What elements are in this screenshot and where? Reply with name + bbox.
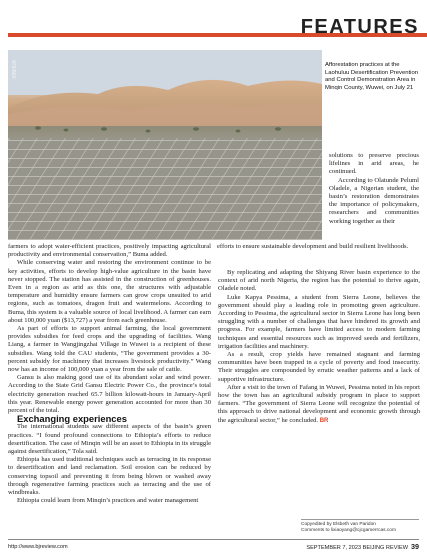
- section-title: FEATURES: [300, 16, 419, 38]
- article-paragraph: solutions to preserve precious lifelines in arid areas, he continued.: [329, 152, 419, 176]
- article-paragraph: Gansu is also making good use of its abundant solar and wind power. According to the State Grid Gansu Electric Power Co., the province’s total electricity generation reached 65.7 billion kilowatt-hours in January-April this year. Renewable energy power generation accounted for more than 30 percent of the total.: [8, 374, 211, 415]
- section-subheading: Exchanging experiences: [17, 413, 127, 425]
- end-mark: BR: [319, 417, 329, 424]
- footer-url: http://www.bjreview.com: [8, 544, 68, 550]
- article-paragraph: As part of efforts to support animal farming, the local government provides subsidies for feed crops and the upgrading of facilities. Wang Liang, a farmer in Wangjingzhai Village in Wuwei is a recipient of these subsidies. Wang told the CAU students, “The government provides a 30-percent subsidy for machinery that increases livestock productivity.” Wang now has an income of 100,000 yuan a year from the sale of cattle.: [8, 325, 211, 374]
- article-column-right-top: [217, 243, 419, 251]
- feature-photo: [8, 50, 322, 240]
- article-column-right: [218, 269, 420, 425]
- article-paragraph: efforts to ensure sustainable development and build resilient livelihoods.: [217, 243, 409, 250]
- copyright-note: [301, 519, 419, 534]
- photo-caption: Afforestation practices at the Laohuluu Desertification Prevention and Control Demonstration Area in Minqin County, Wuwei, on July 21: [325, 62, 418, 92]
- article-paragraph: While conserving water and restoring the environment continue to be key activities, efforts to develop high-value agriculture in the basin have never stopped. The station has assisted in the construction of greenhouses. Even in a region as arid as this one, the structures with adjustable temperature and humidity ensure farmers can grow crops unsuited to arid regions, such as tomatoes, dragon fruit and watermelons. According to Buma, this system is a valuable source of local livelihood. A farmer can earn about 100,000 yuan ($13,727) a year from each greenhouse.: [8, 259, 211, 324]
- article-paragraph: Luke Kapya Pessima, a student from Sierra Leone, believes the government should play a leading role in promoting green agriculture. According to Pessima, the agricultural sector in Sierra Leone has long been struggling with a number of challenges that have hindered its growth and progress. For example, farmers have limited access to modern farming techniques and essential resources such as improved seeds and fertilizers, irrigation facilities and machinery.: [218, 293, 420, 350]
- article-column-left: [8, 243, 211, 506]
- article-paragraph: Ethiopia could learn from Minqin’s practices and water management: [17, 497, 199, 505]
- comments-email-line: Comments to lixiaoyang@cjcgamerrcas.com: [301, 528, 396, 533]
- article-paragraph: According to Olatunde Peluml Oladele, a Nigerian student, the basin’s restoration demonstrates the importance of policymakers, researchers and communities working together as their: [329, 176, 419, 225]
- article-paragraph: Ethiopia has used traditional techniques such as terracing in its response to desertification and land reclamation. Soil erosion can be reduced by conserving topsoil and preventing it from being blown or washed away through regenerative farming practices such as terracing and the use of windbreaks.: [8, 456, 211, 497]
- copyeditor-line: Copyedited by Elsbeth van Paridon: [301, 522, 376, 527]
- photo-credit: XINHUA: [12, 60, 18, 79]
- page-number: 39: [411, 542, 419, 551]
- article-paragraph-text: After a visit to the town of Fafang in Wuwei, Pessima noted in his report how the town has an agricultural subsidy program in place to support farmers. “The government of Sierra Leone will recognize the potential of this approach to drive national development and economic growth through the agricultural sector,” he concluded.: [218, 383, 420, 424]
- article-paragraph: As a result, crop yields have remained stagnant and farming communities have been trapped in a cycle of poverty and food insecurity. Their struggles are compounded by erratic weather patterns and a lack of supportive infrastructure.: [218, 351, 420, 383]
- article-paragraph: The international students saw different aspects of the basin’s green practices. “I found profound connections to Ethiopia’s efforts to reduce desertification. The case of Minqin will be an asset to Ethiopia in its struggle against desertification,” Tola said.: [8, 423, 211, 456]
- article-paragraph: farmers to adopt water-efficient practices, positively impacting agricultural productivity and environmental conservation,” Buma added.: [8, 243, 211, 259]
- footer-info: [306, 542, 419, 551]
- article-text-wrap: [329, 152, 419, 226]
- article-paragraph: By replicating and adapting the Shiyang River basin experience to the context of arid north Nigeria, the region has the potential to thrive again, Oladele noted.: [218, 269, 420, 293]
- footer-date: SEPTEMBER 7, 2023 BEIJING REVIEW: [306, 545, 408, 551]
- desert-landscape-illustration: [8, 50, 322, 240]
- footer-rule: [8, 539, 419, 540]
- article-paragraph-final: [218, 384, 420, 425]
